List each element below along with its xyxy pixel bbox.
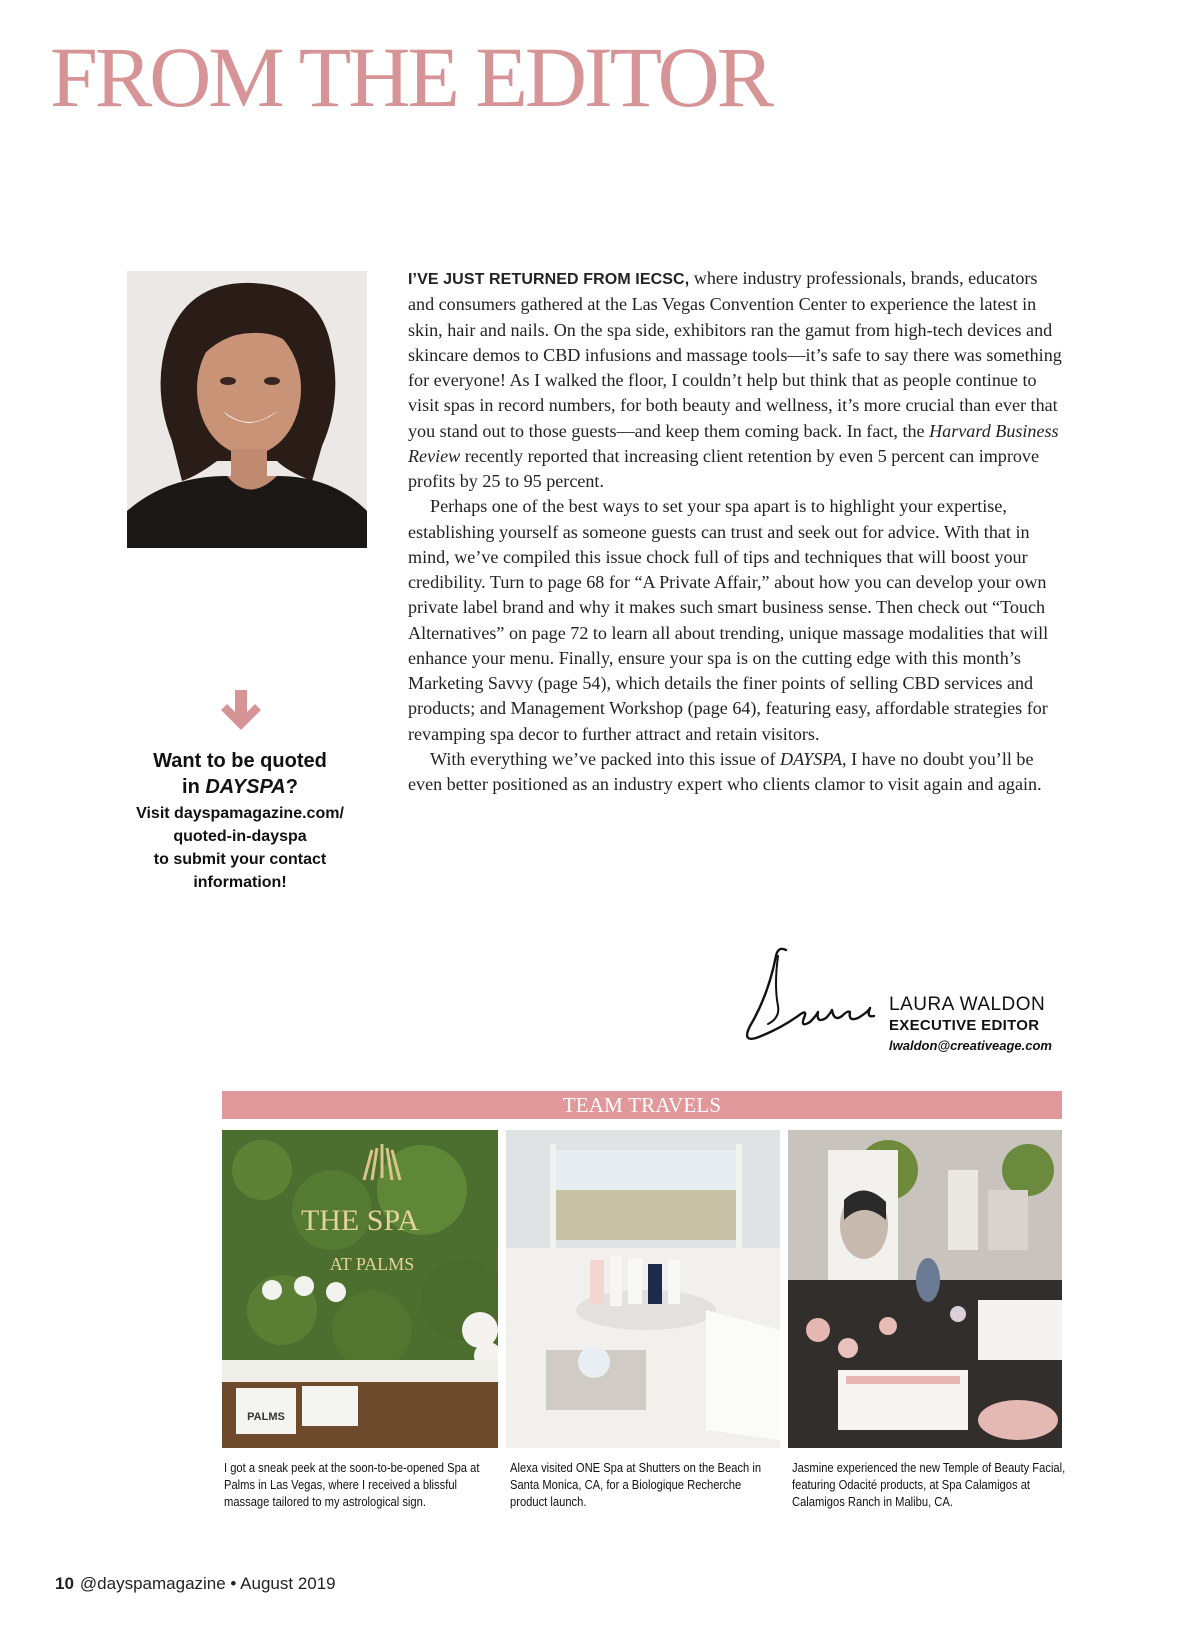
- callout-heading: [110, 748, 370, 800]
- callout-heading-prefix: in: [182, 776, 206, 798]
- callout-body-line3: to submit your contact: [153, 851, 327, 868]
- photo-caption-3: Jasmine experienced the new Temple of Beauty Facial, featuring Odacité products, at Spa Calamigos at Calamigos Ranch in Malibu, CA.: [792, 1460, 1066, 1509]
- footer-handle-date: @dayspamagazine • August 2019: [79, 1574, 336, 1593]
- handwritten-signature: [738, 946, 878, 1056]
- editor-title: EXECUTIVE EDITOR: [889, 1017, 1040, 1034]
- article-p1-italic: Harvard Business Review: [408, 420, 1059, 466]
- photo-caption-1: I got a sneak peek at the soon-to-be-opened Spa at Palms in Las Vegas, where I received a blissful massage tailored to my astrological sign.: [224, 1460, 480, 1509]
- article-paragraph-2: Perhaps one of the best ways to set your spa apart is to highlight your expertise, establishing yourself as someone guests can trust and seek out for advice. With that in mind, we’ve compiled this issue chock full of tips and techniques that will boost your credibility. Turn to page 68 for “A Private Affair,” about how you can develop your own private label brand and why it makes such smart business sense. Then check out “Touch Alternatives” on page 72 to learn all about trending, unique massage modalities that will enhance your menu. Finally, ensure your spa is on the cutting edge with this month’s Marketing Savvy (page 54), which details the finer points of selling CBD services and products; and Management Workshop (page 64), featuring easy, affordable strategies for revamping spa decor to further attract and retain visitors.: [408, 496, 1049, 744]
- article-p3-text: With everything we’ve packed into this issue of: [430, 748, 781, 769]
- quote-callout: [110, 748, 370, 894]
- article-paragraph-3: [408, 747, 1068, 798]
- spa-sign-subtext: AT PALMS: [329, 1254, 415, 1274]
- editor-portrait: [127, 271, 367, 548]
- callout-link-line2[interactable]: quoted-in-dayspa: [173, 828, 307, 845]
- team-travels-heading: TEAM TRAVELS: [222, 1091, 1062, 1119]
- article-p3-text-end: , I have no doubt you’ll be even better positioned as an industry expert who clients clamor to visit again and again.: [408, 748, 1042, 794]
- article-paragraph-1: [408, 266, 1068, 494]
- callout-heading-line1: Want to be quoted: [153, 750, 327, 772]
- article-p1-text-end: recently reported that increasing client retention by even 5 percent can improve profits by 25 to 95 percent.: [408, 445, 1040, 491]
- article-lead-in: I’VE JUST RETURNED FROM IECSC,: [408, 271, 690, 288]
- signature-block: [889, 994, 1052, 1056]
- callout-body: [110, 802, 370, 894]
- palms-bag-label: PALMS: [247, 1411, 285, 1423]
- arrow-down-icon: [221, 690, 261, 736]
- article-p3-italic: DAYSPA: [780, 748, 843, 769]
- editor-name: LAURA WALDON: [889, 994, 1046, 1015]
- callout-body-line4: information!: [193, 874, 287, 891]
- editor-email[interactable]: lwaldon@creativeage.com: [889, 1038, 1052, 1053]
- photo-spa-calamigos: [788, 1130, 1062, 1448]
- photo-spa-at-palms: [222, 1130, 498, 1448]
- photo-caption-2: Alexa visited ONE Spa at Shutters on the Beach in Santa Monica, CA, for a Biologique Recherche product launch.: [510, 1460, 762, 1509]
- article-p1-text: where industry professionals, brands, educators and consumers gathered at the Las Vegas Convention Center to experience the latest in skin, hair and nails. On the spa side, exhibitors ran the gamut from high-tech devices and skincare demos to CBD infusions and massage tools—it’s safe to say there was something for everyone! As I walked the floor, I couldn’t help but think that as people continue to visit spas in record numbers, for both beauty and wellness, it’s more crucial than ever that you stand out to those guests—and keep them coming back. In fact, the: [408, 268, 1062, 441]
- page-title: FROM THE EDITOR: [50, 29, 772, 125]
- callout-link-line1[interactable]: Visit dayspamagazine.com/: [136, 805, 344, 822]
- callout-heading-suffix: ?: [285, 776, 298, 798]
- callout-brand: DAYSPA: [205, 776, 286, 798]
- page-footer: [55, 1574, 336, 1594]
- spa-sign-text: THE SPA: [300, 1204, 420, 1237]
- photo-one-spa: [506, 1130, 780, 1448]
- page-number: 10: [55, 1574, 74, 1593]
- editor-letter: [408, 266, 1068, 797]
